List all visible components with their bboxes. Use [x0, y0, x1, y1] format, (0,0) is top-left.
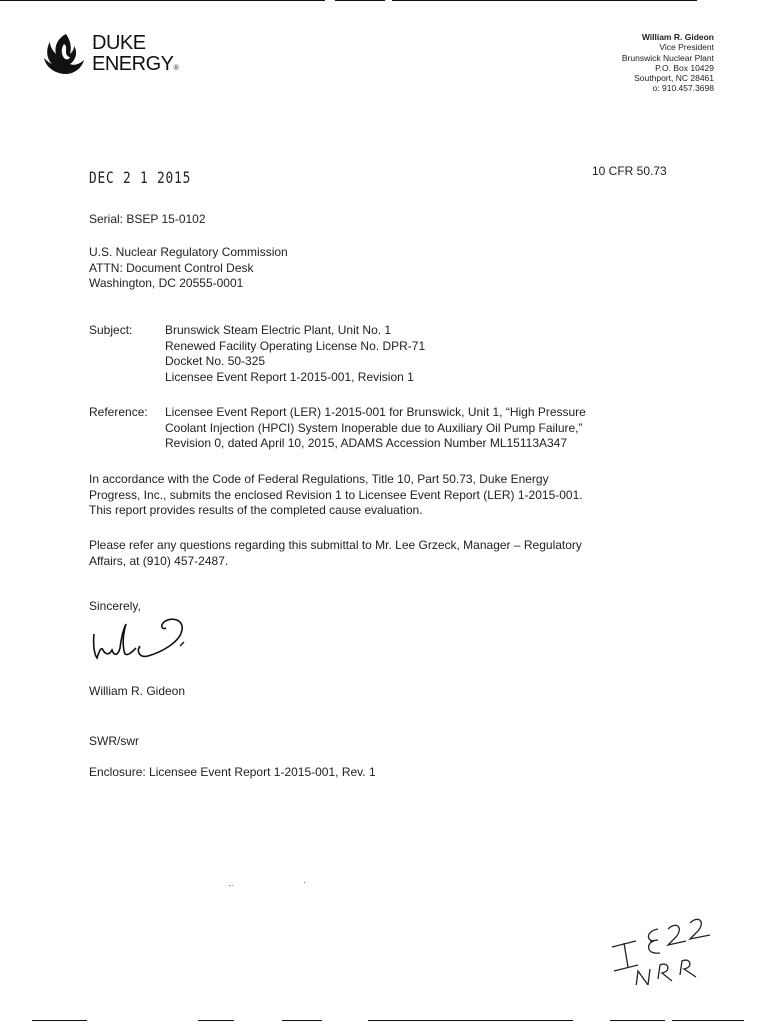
scan-line-top-right: [392, 0, 697, 1]
handwritten-signature: [90, 612, 200, 662]
addressee-line: Washington, DC 20555-0001: [89, 276, 244, 290]
sender-phone: o: 910.457.3698: [652, 83, 714, 94]
serial-number: Serial: BSEP 15-0102: [89, 212, 206, 226]
reference-line: Revision 0, dated April 10, 2015, ADAMS Accession Number ML15113A347: [165, 436, 568, 450]
body-paragraph-1: [89, 472, 583, 519]
addressee-line: ATTN: Document Control Desk: [89, 260, 254, 275]
subject-line: Docket No. 50-325: [165, 354, 266, 368]
cfr-reference: 10 CFR 50.73: [592, 164, 667, 178]
scan-speck: .: [303, 875, 306, 886]
scan-line-bottom: [672, 1020, 744, 1021]
sender-title: Vice President: [659, 42, 714, 53]
subject-line: Renewed Facility Operating License No. DPR-71: [165, 338, 426, 353]
subject-lines: [165, 323, 425, 385]
body-line: In accordance with the Code of Federal Regulations, Title 10, Part 50.73, Duke Energy: [89, 472, 549, 486]
scan-line-bottom: [610, 1020, 665, 1021]
subject-label: Subject:: [89, 323, 133, 337]
scan-line-bottom: [368, 1020, 573, 1021]
signer-name: William R. Gideon: [89, 684, 186, 698]
logo-text-duke: DUKE: [92, 32, 146, 54]
scan-line-bottom: [198, 1020, 234, 1021]
subject-line: Brunswick Steam Electric Plant, Unit No. 1: [165, 323, 392, 337]
enclosure-line: Enclosure: Licensee Event Report 1-2015-001, Rev. 1: [89, 765, 376, 779]
duke-energy-flame-icon: [44, 30, 88, 76]
scan-line-top-mid: [335, 0, 385, 1]
scan-line-bottom: [282, 1020, 322, 1021]
sender-block: [622, 32, 714, 94]
reference-label: Reference:: [89, 405, 148, 419]
scan-line-top-left: [0, 0, 325, 1]
body-line: Please refer any questions regarding this submittal to Mr. Lee Grzeck, Manager – Regulatory: [89, 538, 582, 552]
typist-initials: SWR/swr: [89, 734, 139, 748]
addressee-line: U.S. Nuclear Regulatory Commission: [89, 245, 288, 259]
date-stamp: DEC 2 1 2015: [89, 168, 192, 187]
body-line: Progress, Inc., submits the enclosed Revision 1 to Licensee Event Report (LER) 1-2015-001.: [89, 487, 583, 502]
logo-text-energy: ENERGY®: [92, 53, 179, 75]
handwritten-routing-note: [606, 905, 716, 985]
sender-box: P.O. Box 10429: [655, 62, 714, 73]
scan-line-bottom: [32, 1020, 87, 1021]
sender-name: William R. Gideon: [641, 32, 714, 42]
reference-line: Licensee Event Report (LER) 1-2015-001 for Brunswick, Unit 1, “High Pressure: [165, 405, 586, 419]
duke-energy-logo: [44, 30, 214, 80]
subject-line: Licensee Event Report 1-2015-001, Revision 1: [165, 369, 414, 384]
body-line: Affairs, at (910) 457-2487.: [89, 553, 229, 568]
body-line: This report provides results of the completed cause evaluation.: [89, 503, 423, 517]
reference-lines: [165, 405, 586, 452]
addressee-block: [89, 245, 288, 292]
body-paragraph-2: [89, 538, 582, 569]
scan-speck: ..: [228, 878, 234, 889]
closing: Sincerely,: [89, 599, 141, 613]
sender-site: Brunswick Nuclear Plant: [621, 52, 714, 63]
sender-city: Southport, NC 28461: [634, 73, 714, 84]
reference-line: Coolant Injection (HPCI) System Inoperable due to Auxiliary Oil Pump Failure,”: [165, 420, 583, 435]
